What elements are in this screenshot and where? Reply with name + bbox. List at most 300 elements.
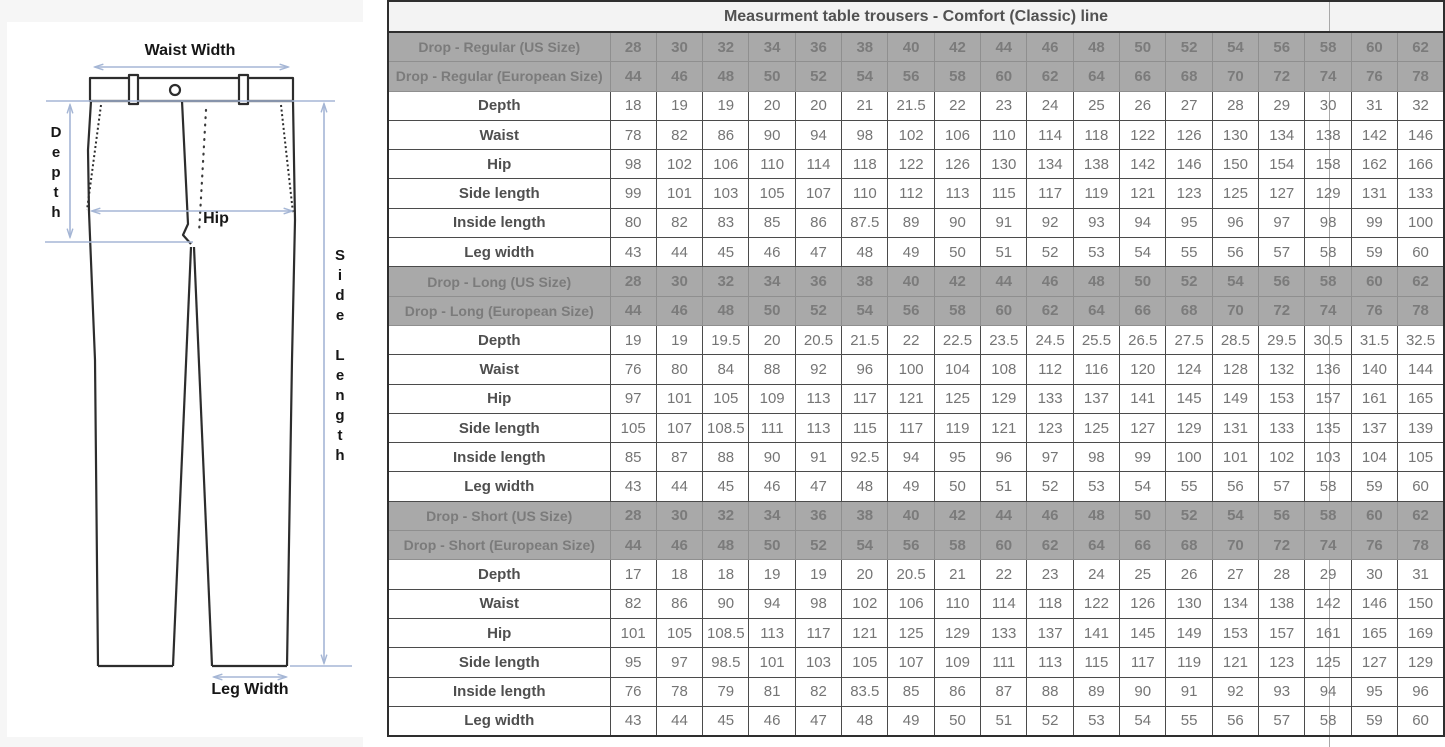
size-value-cell: 46 xyxy=(1027,32,1073,62)
measurement-value-cell: 134 xyxy=(1027,150,1073,179)
size-value-cell: 58 xyxy=(1305,32,1351,62)
row-label: Side length xyxy=(388,413,610,442)
measurement-value-cell: 55 xyxy=(1166,238,1212,267)
measurement-value-cell: 108.5 xyxy=(703,413,749,442)
measurement-table xyxy=(387,0,1445,737)
measurement-value-cell: 46 xyxy=(749,706,795,736)
size-value-cell: 66 xyxy=(1120,62,1166,91)
measurement-value-cell: 115 xyxy=(842,413,888,442)
size-value-cell: 34 xyxy=(749,501,795,530)
measurement-value-cell: 102 xyxy=(888,120,934,149)
measurement-value-cell: 54 xyxy=(1120,706,1166,736)
row-label: Leg width xyxy=(388,706,610,736)
measurement-value-cell: 50 xyxy=(934,706,980,736)
size-value-cell: 52 xyxy=(795,62,841,91)
measurement-value-cell: 27.5 xyxy=(1166,325,1212,354)
measurement-value-cell: 48 xyxy=(842,238,888,267)
measurement-value-cell: 101 xyxy=(610,618,656,647)
measurement-value-cell: 133 xyxy=(1398,179,1444,208)
size-value-cell: 62 xyxy=(1398,32,1444,62)
size-value-cell: 50 xyxy=(749,296,795,325)
measurement-value-cell: 19 xyxy=(703,91,749,120)
measurement-value-cell: 98 xyxy=(1305,208,1351,237)
row-label: Hip xyxy=(388,384,610,413)
measurement-value-cell: 105 xyxy=(703,384,749,413)
measurement-value-cell: 20 xyxy=(795,91,841,120)
measurement-value-cell: 59 xyxy=(1351,238,1397,267)
measurement-value-cell: 59 xyxy=(1351,472,1397,501)
size-value-cell: 40 xyxy=(888,501,934,530)
size-value-cell: 62 xyxy=(1398,501,1444,530)
measurement-value-cell: 89 xyxy=(888,208,934,237)
measurement-value-cell: 19 xyxy=(749,560,795,589)
measurement-value-cell: 56 xyxy=(1212,472,1258,501)
trousers-outline xyxy=(87,75,295,666)
size-value-cell: 62 xyxy=(1027,62,1073,91)
measurement-value-cell: 49 xyxy=(888,706,934,736)
measurement-value-cell: 95 xyxy=(1351,677,1397,706)
measurement-value-cell: 50 xyxy=(934,472,980,501)
measurement-value-cell: 114 xyxy=(795,150,841,179)
measurement-value-cell: 121 xyxy=(1120,179,1166,208)
measurement-value-cell: 28 xyxy=(1259,560,1305,589)
measurement-value-cell: 24 xyxy=(1073,560,1119,589)
measurement-value-cell: 78 xyxy=(610,120,656,149)
measurement-value-cell: 82 xyxy=(795,677,841,706)
measurement-value-cell: 117 xyxy=(888,413,934,442)
belt-loop xyxy=(239,75,248,104)
measurement-value-cell: 90 xyxy=(703,589,749,618)
measurement-row xyxy=(388,560,1444,589)
measurement-value-cell: 98 xyxy=(610,150,656,179)
size-value-cell: 58 xyxy=(1305,501,1351,530)
measurement-value-cell: 101 xyxy=(656,384,702,413)
measurement-value-cell: 133 xyxy=(1027,384,1073,413)
measurement-value-cell: 27 xyxy=(1166,91,1212,120)
measurement-value-cell: 129 xyxy=(981,384,1027,413)
measurement-value-cell: 87.5 xyxy=(842,208,888,237)
measurement-value-cell: 85 xyxy=(749,208,795,237)
row-label: Waist xyxy=(388,589,610,618)
measurement-value-cell: 44 xyxy=(656,472,702,501)
size-value-cell: 74 xyxy=(1305,531,1351,560)
row-label: Drop - Short (European Size) xyxy=(388,531,610,560)
size-value-cell: 54 xyxy=(842,531,888,560)
measurement-value-cell: 94 xyxy=(1120,208,1166,237)
measurement-value-cell: 98 xyxy=(795,589,841,618)
size-value-cell: 48 xyxy=(1073,267,1119,296)
size-value-cell: 32 xyxy=(703,501,749,530)
row-label: Hip xyxy=(388,618,610,647)
size-header-row xyxy=(388,531,1444,560)
measurement-value-cell: 60 xyxy=(1398,238,1444,267)
size-header-row xyxy=(388,62,1444,91)
measurement-value-cell: 103 xyxy=(703,179,749,208)
measurement-value-cell: 119 xyxy=(1166,648,1212,677)
measurement-value-cell: 105 xyxy=(842,648,888,677)
measurement-value-cell: 96 xyxy=(1398,677,1444,706)
measurement-value-cell: 19 xyxy=(610,325,656,354)
measurement-value-cell: 154 xyxy=(1259,150,1305,179)
measurement-value-cell: 123 xyxy=(1259,648,1305,677)
measurement-value-cell: 128 xyxy=(1212,355,1258,384)
size-value-cell: 44 xyxy=(981,32,1027,62)
size-value-cell: 72 xyxy=(1259,531,1305,560)
measurement-value-cell: 82 xyxy=(656,208,702,237)
measurement-value-cell: 110 xyxy=(981,120,1027,149)
measurement-value-cell: 91 xyxy=(1166,677,1212,706)
measurement-value-cell: 47 xyxy=(795,472,841,501)
measurement-value-cell: 158 xyxy=(1305,150,1351,179)
measurement-value-cell: 113 xyxy=(1027,648,1073,677)
measurement-value-cell: 118 xyxy=(842,150,888,179)
measurement-value-cell: 121 xyxy=(1212,648,1258,677)
measurement-value-cell: 23 xyxy=(1027,560,1073,589)
measurement-value-cell: 27 xyxy=(1212,560,1258,589)
measurement-value-cell: 82 xyxy=(656,120,702,149)
measurement-value-cell: 17 xyxy=(610,560,656,589)
measurement-value-cell: 43 xyxy=(610,472,656,501)
measurement-value-cell: 130 xyxy=(981,150,1027,179)
size-value-cell: 46 xyxy=(656,62,702,91)
measurement-row xyxy=(388,618,1444,647)
measurement-value-cell: 109 xyxy=(749,384,795,413)
measurement-value-cell: 100 xyxy=(888,355,934,384)
trousers-diagram xyxy=(0,0,363,747)
size-value-cell: 50 xyxy=(749,531,795,560)
measurement-value-cell: 129 xyxy=(1305,179,1351,208)
measurement-value-cell: 83.5 xyxy=(842,677,888,706)
measurement-value-cell: 19 xyxy=(656,91,702,120)
measurement-value-cell: 115 xyxy=(981,179,1027,208)
measurement-row xyxy=(388,648,1444,677)
measurement-value-cell: 51 xyxy=(981,706,1027,736)
measurement-value-cell: 86 xyxy=(934,677,980,706)
size-value-cell: 36 xyxy=(795,32,841,62)
size-value-cell: 60 xyxy=(981,296,1027,325)
measurement-value-cell: 55 xyxy=(1166,472,1212,501)
size-value-cell: 56 xyxy=(1259,501,1305,530)
measurement-value-cell: 146 xyxy=(1398,120,1444,149)
measurement-value-cell: 125 xyxy=(1305,648,1351,677)
title-row xyxy=(388,1,1444,32)
measurement-value-cell: 142 xyxy=(1351,120,1397,149)
measurement-value-cell: 90 xyxy=(1120,677,1166,706)
size-value-cell: 60 xyxy=(981,62,1027,91)
measurement-value-cell: 52 xyxy=(1027,472,1073,501)
measurement-value-cell: 137 xyxy=(1073,384,1119,413)
measurement-value-cell: 122 xyxy=(1073,589,1119,618)
measurement-value-cell: 136 xyxy=(1305,355,1351,384)
size-value-cell: 68 xyxy=(1166,62,1212,91)
measurement-value-cell: 130 xyxy=(1212,120,1258,149)
size-value-cell: 42 xyxy=(934,501,980,530)
size-value-cell: 34 xyxy=(749,267,795,296)
size-value-cell: 44 xyxy=(981,501,1027,530)
measurement-value-cell: 127 xyxy=(1351,648,1397,677)
measurement-value-cell: 52 xyxy=(1027,238,1073,267)
measurement-value-cell: 19 xyxy=(795,560,841,589)
measurement-value-cell: 153 xyxy=(1259,384,1305,413)
measurement-value-cell: 102 xyxy=(656,150,702,179)
measurement-value-cell: 58 xyxy=(1305,706,1351,736)
measurement-value-cell: 24 xyxy=(1027,91,1073,120)
measurement-value-cell: 94 xyxy=(888,443,934,472)
measurement-value-cell: 101 xyxy=(1212,443,1258,472)
measurement-value-cell: 50 xyxy=(934,238,980,267)
measurement-value-cell: 47 xyxy=(795,238,841,267)
measurement-value-cell: 48 xyxy=(842,706,888,736)
measurement-value-cell: 102 xyxy=(1259,443,1305,472)
measurement-value-cell: 115 xyxy=(1073,648,1119,677)
measurement-value-cell: 26 xyxy=(1120,91,1166,120)
size-value-cell: 32 xyxy=(703,267,749,296)
measurement-value-cell: 166 xyxy=(1398,150,1444,179)
measurement-value-cell: 92 xyxy=(1212,677,1258,706)
measurement-value-cell: 90 xyxy=(934,208,980,237)
measurement-value-cell: 19.5 xyxy=(703,325,749,354)
measurement-value-cell: 88 xyxy=(1027,677,1073,706)
measurement-value-cell: 51 xyxy=(981,238,1027,267)
measurement-value-cell: 91 xyxy=(981,208,1027,237)
size-value-cell: 70 xyxy=(1212,62,1258,91)
size-value-cell: 52 xyxy=(795,531,841,560)
measurement-value-cell: 134 xyxy=(1212,589,1258,618)
row-label: Drop - Regular (US Size) xyxy=(388,32,610,62)
row-label: Leg width xyxy=(388,472,610,501)
size-value-cell: 44 xyxy=(981,267,1027,296)
measurement-value-cell: 113 xyxy=(749,618,795,647)
size-value-cell: 70 xyxy=(1212,296,1258,325)
measurement-value-cell: 21.5 xyxy=(888,91,934,120)
measurement-value-cell: 117 xyxy=(795,618,841,647)
measurement-value-cell: 60 xyxy=(1398,472,1444,501)
measurement-value-cell: 84 xyxy=(703,355,749,384)
size-value-cell: 46 xyxy=(1027,501,1073,530)
measurement-value-cell: 125 xyxy=(934,384,980,413)
measurement-value-cell: 53 xyxy=(1073,238,1119,267)
measurement-value-cell: 93 xyxy=(1259,677,1305,706)
measurement-value-cell: 58 xyxy=(1305,472,1351,501)
measurement-row xyxy=(388,384,1444,413)
measurement-value-cell: 19 xyxy=(656,325,702,354)
size-value-cell: 58 xyxy=(934,531,980,560)
measurement-value-cell: 20 xyxy=(749,325,795,354)
measurement-value-cell: 111 xyxy=(749,413,795,442)
measurement-value-cell: 32 xyxy=(1398,91,1444,120)
measurement-value-cell: 23 xyxy=(981,91,1027,120)
measurement-value-cell: 87 xyxy=(981,677,1027,706)
size-value-cell: 56 xyxy=(888,531,934,560)
measurement-value-cell: 45 xyxy=(703,238,749,267)
measurement-value-cell: 117 xyxy=(1027,179,1073,208)
size-value-cell: 50 xyxy=(1120,267,1166,296)
measurement-value-cell: 45 xyxy=(703,472,749,501)
measurement-value-cell: 31.5 xyxy=(1351,325,1397,354)
measurement-value-cell: 106 xyxy=(703,150,749,179)
measurement-row xyxy=(388,238,1444,267)
measurement-value-cell: 107 xyxy=(888,648,934,677)
measurement-value-cell: 140 xyxy=(1351,355,1397,384)
row-label: Inside length xyxy=(388,208,610,237)
measurement-value-cell: 99 xyxy=(610,179,656,208)
measurement-value-cell: 105 xyxy=(610,413,656,442)
measurement-value-cell: 96 xyxy=(981,443,1027,472)
measurement-value-cell: 132 xyxy=(1259,355,1305,384)
measurement-value-cell: 88 xyxy=(703,443,749,472)
measurement-value-cell: 22 xyxy=(981,560,1027,589)
measurement-value-cell: 20.5 xyxy=(888,560,934,589)
measurement-value-cell: 81 xyxy=(749,677,795,706)
size-value-cell: 68 xyxy=(1166,531,1212,560)
measurement-value-cell: 30.5 xyxy=(1305,325,1351,354)
size-value-cell: 50 xyxy=(1120,32,1166,62)
trousers-diagram-panel xyxy=(0,0,363,747)
measurement-value-cell: 146 xyxy=(1351,589,1397,618)
row-label: Side length xyxy=(388,179,610,208)
size-value-cell: 28 xyxy=(610,501,656,530)
measurement-value-cell: 103 xyxy=(1305,443,1351,472)
measurement-value-cell: 121 xyxy=(981,413,1027,442)
row-label: Drop - Long (European Size) xyxy=(388,296,610,325)
measurement-value-cell: 131 xyxy=(1212,413,1258,442)
measurement-value-cell: 126 xyxy=(1166,120,1212,149)
size-value-cell: 48 xyxy=(703,62,749,91)
measurement-value-cell: 60 xyxy=(1398,706,1444,736)
measurement-value-cell: 126 xyxy=(934,150,980,179)
size-value-cell: 46 xyxy=(656,531,702,560)
size-value-cell: 60 xyxy=(1351,501,1397,530)
measurement-value-cell: 125 xyxy=(1073,413,1119,442)
measurement-value-cell: 48 xyxy=(842,472,888,501)
measurement-row xyxy=(388,208,1444,237)
measurement-value-cell: 165 xyxy=(1351,618,1397,647)
row-label: Inside length xyxy=(388,443,610,472)
measurement-value-cell: 144 xyxy=(1398,355,1444,384)
size-value-cell: 30 xyxy=(656,32,702,62)
size-value-cell: 54 xyxy=(1212,267,1258,296)
measurement-value-cell: 113 xyxy=(934,179,980,208)
measurement-value-cell: 111 xyxy=(981,648,1027,677)
measurement-value-cell: 98 xyxy=(842,120,888,149)
measurement-value-cell: 93 xyxy=(1073,208,1119,237)
measurement-value-cell: 116 xyxy=(1073,355,1119,384)
measurement-value-cell: 91 xyxy=(795,443,841,472)
measurement-value-cell: 22 xyxy=(934,91,980,120)
measurement-value-cell: 87 xyxy=(656,443,702,472)
size-value-cell: 76 xyxy=(1351,531,1397,560)
measurement-value-cell: 121 xyxy=(842,618,888,647)
measurement-value-cell: 153 xyxy=(1212,618,1258,647)
measurement-value-cell: 135 xyxy=(1305,413,1351,442)
size-value-cell: 32 xyxy=(703,32,749,62)
measurement-value-cell: 137 xyxy=(1027,618,1073,647)
measurement-value-cell: 112 xyxy=(888,179,934,208)
measurement-value-cell: 30 xyxy=(1351,560,1397,589)
measurement-value-cell: 150 xyxy=(1212,150,1258,179)
size-value-cell: 40 xyxy=(888,32,934,62)
measurement-value-cell: 165 xyxy=(1398,384,1444,413)
measurement-value-cell: 118 xyxy=(1027,589,1073,618)
measurement-value-cell: 99 xyxy=(1120,443,1166,472)
measurement-value-cell: 149 xyxy=(1212,384,1258,413)
measurement-value-cell: 99 xyxy=(1351,208,1397,237)
row-label: Drop - Long (US Size) xyxy=(388,267,610,296)
measurement-value-cell: 24.5 xyxy=(1027,325,1073,354)
measurement-value-cell: 53 xyxy=(1073,472,1119,501)
measurement-value-cell: 29 xyxy=(1305,560,1351,589)
measurement-row xyxy=(388,706,1444,736)
measurement-value-cell: 59 xyxy=(1351,706,1397,736)
row-label: Depth xyxy=(388,560,610,589)
measurement-value-cell: 101 xyxy=(749,648,795,677)
measurement-row xyxy=(388,677,1444,706)
measurement-row xyxy=(388,325,1444,354)
size-value-cell: 60 xyxy=(1351,267,1397,296)
measurement-value-cell: 28 xyxy=(1212,91,1258,120)
measurement-value-cell: 108.5 xyxy=(703,618,749,647)
size-value-cell: 44 xyxy=(610,62,656,91)
size-value-cell: 40 xyxy=(888,267,934,296)
measurement-value-cell: 149 xyxy=(1166,618,1212,647)
size-value-cell: 72 xyxy=(1259,62,1305,91)
measurement-value-cell: 131 xyxy=(1351,179,1397,208)
measurement-value-cell: 124 xyxy=(1166,355,1212,384)
measurement-value-cell: 80 xyxy=(610,208,656,237)
measurement-value-cell: 114 xyxy=(981,589,1027,618)
measurement-value-cell: 44 xyxy=(656,238,702,267)
size-value-cell: 30 xyxy=(656,267,702,296)
size-value-cell: 76 xyxy=(1351,296,1397,325)
measurement-value-cell: 161 xyxy=(1305,618,1351,647)
size-value-cell: 58 xyxy=(934,62,980,91)
measurement-value-cell: 90 xyxy=(749,443,795,472)
measurement-value-cell: 117 xyxy=(842,384,888,413)
measurement-value-cell: 94 xyxy=(749,589,795,618)
measurement-value-cell: 101 xyxy=(656,179,702,208)
measurement-value-cell: 157 xyxy=(1259,618,1305,647)
measurement-value-cell: 145 xyxy=(1120,618,1166,647)
size-value-cell: 76 xyxy=(1351,62,1397,91)
measurement-value-cell: 119 xyxy=(1073,179,1119,208)
measurement-value-cell: 139 xyxy=(1398,413,1444,442)
measurement-value-cell: 18 xyxy=(703,560,749,589)
measurement-value-cell: 125 xyxy=(1212,179,1258,208)
measurement-value-cell: 54 xyxy=(1120,472,1166,501)
measurement-value-cell: 107 xyxy=(795,179,841,208)
measurement-value-cell: 21 xyxy=(842,91,888,120)
measurement-value-cell: 20 xyxy=(749,91,795,120)
size-value-cell: 58 xyxy=(934,296,980,325)
measurement-value-cell: 97 xyxy=(1259,208,1305,237)
measurement-value-cell: 103 xyxy=(795,648,841,677)
measurement-value-cell: 76 xyxy=(610,355,656,384)
size-value-cell: 64 xyxy=(1073,296,1119,325)
size-value-cell: 38 xyxy=(842,501,888,530)
row-label: Drop - Short (US Size) xyxy=(388,501,610,530)
measurement-value-cell: 52 xyxy=(1027,706,1073,736)
measurement-value-cell: 107 xyxy=(656,413,702,442)
measurement-value-cell: 114 xyxy=(1027,120,1073,149)
measurement-value-cell: 21.5 xyxy=(842,325,888,354)
measurement-value-cell: 79 xyxy=(703,677,749,706)
measurement-value-cell: 130 xyxy=(1166,589,1212,618)
measurement-value-cell: 122 xyxy=(1120,120,1166,149)
measurement-value-cell: 43 xyxy=(610,238,656,267)
measurement-value-cell: 90 xyxy=(749,120,795,149)
measurement-value-cell: 95 xyxy=(934,443,980,472)
waist-width-label: Waist Width xyxy=(144,42,236,59)
